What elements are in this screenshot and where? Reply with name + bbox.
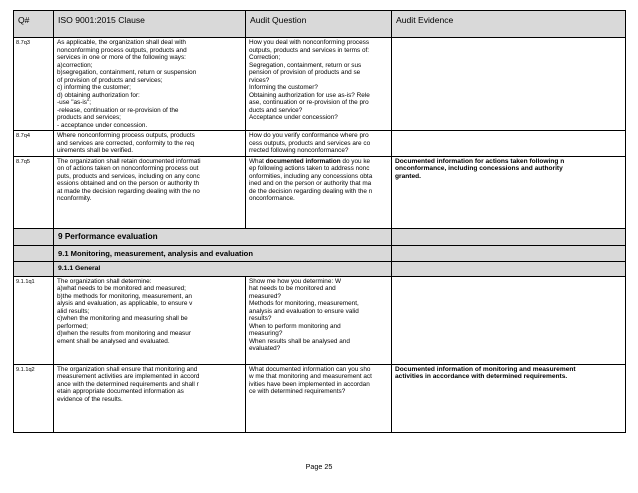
audit-table xyxy=(13,10,626,433)
row-id: 9.1.1q2 xyxy=(14,364,54,432)
table-header-row xyxy=(14,11,626,38)
subsubsection-blank-evidence xyxy=(392,261,626,276)
row-question: Show me how you determine: W hat needs to be monitored and measured? Methods for monitoring, measurement, analysis and evaluation to ensure valid results? When to perform monitoring and measuring? When results shall be analysed and evaluated? xyxy=(246,276,392,364)
header-clause: ISO 9001:2015 Clause xyxy=(54,11,246,38)
row-evidence: Documented information for actions taken following n onconformance, including concessions and authority granted. xyxy=(392,156,626,228)
table-row xyxy=(14,156,626,228)
row-id: 9.1.1q1 xyxy=(14,276,54,364)
subsection-row xyxy=(14,245,626,261)
table-row xyxy=(14,38,626,131)
row-question: How do you verify conformance where pro cess outputs, products and services are co rrected following nonconformance? xyxy=(246,131,392,157)
table-row xyxy=(14,364,626,432)
row-evidence: Documented information of monitoring and measurement activities in accordance with determined requirements. xyxy=(392,364,626,432)
row-clause: The organization shall determine: a)what needs to be monitored and measured; b)the methods for monitoring, measurement, an alysis and evaluation, as applicable, to ensure v alid results; c)when the monitoring and measuring shall be performed; d)when the results from monitoring and measur ement shall be analysed and evaluated. xyxy=(54,276,246,364)
row-clause: As applicable, the organization shall deal with nonconforming process outputs, products and services in one or more of the following ways: a)correction; b)segregation, containment, return or suspension of provision of products and services; c) informing the customer; d) obtaining authorization for: -use "as-is"; -release, continuation or re-provision of the products and services; - acceptance under concession. xyxy=(54,38,246,131)
page-number: Page 25 xyxy=(305,462,333,471)
row-evidence xyxy=(392,38,626,131)
row-clause: The organization shall ensure that monitoring and measurement activities are implemented in accord ance with the determined requirements and shall r etain appropriate documented information as evidence of the results. xyxy=(54,364,246,432)
row-evidence xyxy=(392,276,626,364)
subsubsection-blank xyxy=(14,261,54,276)
section-blank xyxy=(14,228,54,245)
row-question xyxy=(246,156,392,228)
question-text-bold: documented information xyxy=(265,157,341,165)
section-title: 9 Performance evaluation xyxy=(54,228,392,245)
subsection-title: 9.1 Monitoring, measurement, analysis and evaluation xyxy=(54,245,392,261)
row-question: What documented information can you sho w me that monitoring and measurement act ivities have been implemented in accordan ce with determined requirements? xyxy=(246,364,392,432)
row-question: How you deal with nonconforming process outputs, products and services in terms of: Correction; Segregation, containment, return or sus pension of provision of products and se rvices? Informing the customer? Obtaining authorization for use as-is? Rele ase, continuation or re-provision of the pro ducts and service? Acceptance under concession? xyxy=(246,38,392,131)
header-q-number: Q# xyxy=(14,11,54,38)
table-row xyxy=(14,276,626,364)
section-blank-evidence xyxy=(392,228,626,245)
row-evidence xyxy=(392,131,626,157)
header-audit-evidence: Audit Evidence xyxy=(392,11,626,38)
section-row xyxy=(14,228,626,245)
row-id: 8.7q3 xyxy=(14,38,54,131)
row-id: 8.7q4 xyxy=(14,131,54,157)
header-audit-question: Audit Question xyxy=(246,11,392,38)
subsubsection-title: 9.1.1 General xyxy=(54,261,392,276)
question-text-post: do you ke ep following actions taken to address nonc onformities, including any concessions obta ined and on the person or authority that ma de the decision regarding dealing with the n onconformance. xyxy=(249,157,373,202)
question-text-pre: What xyxy=(249,157,266,165)
subsection-blank xyxy=(14,245,54,261)
table-row xyxy=(14,131,626,157)
subsection-blank-evidence xyxy=(392,245,626,261)
row-clause: Where nonconforming process outputs, products and services are corrected, conformity to the req uirements shall be verified. xyxy=(54,131,246,157)
row-id: 8.7q5 xyxy=(14,156,54,228)
row-clause: The organization shall retain documented informati on of actions taken on nonconforming process out puts, products and services, including on any conc essions obtained and on the person or authority th at made the decision regarding dealing with the no nconformity. xyxy=(54,156,246,228)
subsubsection-row xyxy=(14,261,626,276)
